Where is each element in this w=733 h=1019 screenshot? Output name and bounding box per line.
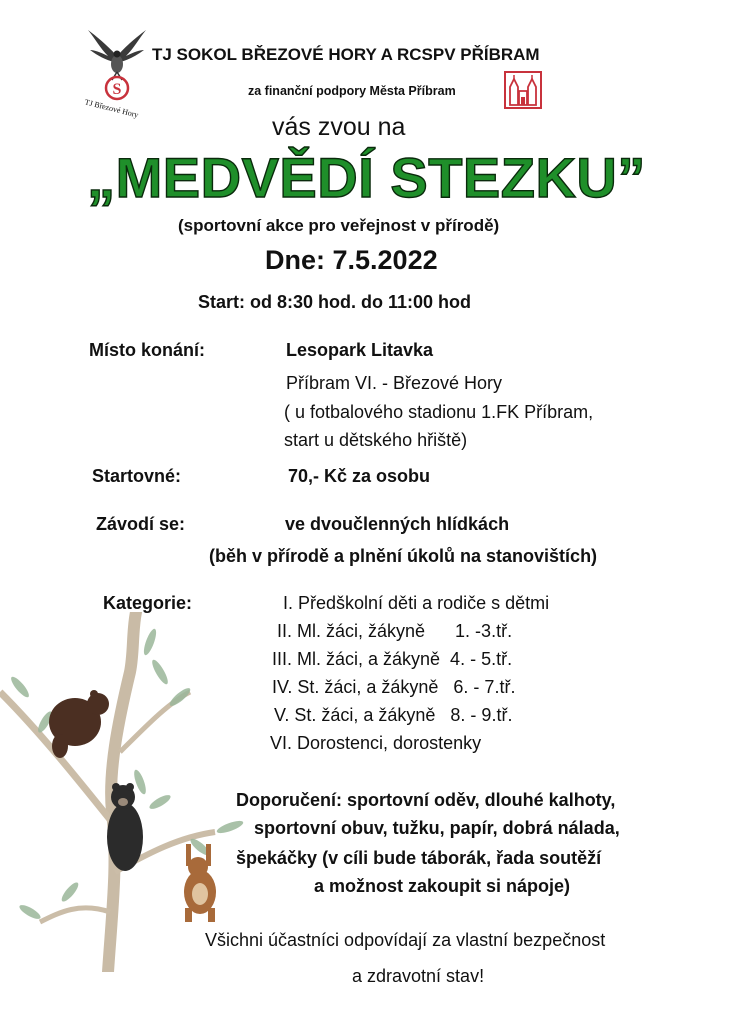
venue-label: Místo konání: [89, 340, 205, 360]
venue-line: start u dětského hřiště) [284, 430, 468, 450]
footer-line: Všichni účastníci odpovídají za vlastní bezpečnost [205, 930, 606, 950]
invite-line: vás zvou na [272, 113, 406, 141]
event-date: Dne: 7.5.2022 [265, 245, 438, 275]
category-item: IV. St. žáci, a žákyně 6. - 7.tř. [272, 677, 516, 697]
footer-line: a zdravotní stav! [352, 966, 485, 986]
bears-in-tree-illustration [0, 612, 258, 972]
category-item: I. Předškolní děti a rodiče s dětmi [283, 593, 550, 613]
race-label: Závodí se: [96, 514, 186, 534]
fee-value: 70,- Kč za osobu [288, 466, 431, 486]
city-crest-icon [504, 71, 542, 109]
svg-text:S: S [112, 81, 122, 98]
logo-caption: TJ Březové Hory [83, 97, 140, 120]
event-subtitle: (sportovní akce pro veřejnost v přírodě) [178, 216, 500, 235]
categories-label: Kategorie: [103, 593, 193, 613]
organizers: TJ SOKOL BŘEZOVÉ HORY A RCSPV PŘÍBRAM [152, 45, 540, 64]
race-format: ve dvoučlenných hlídkách [285, 514, 510, 534]
category-item: II. Ml. žáci, žákyně 1. -3.tř. [277, 621, 513, 641]
venue-line: Lesopark Litavka [286, 340, 434, 360]
recommendation-line: a možnost zakoupit si nápoje) [314, 876, 571, 896]
venue-line: ( u fotbalového stadionu 1.FK Příbram, [284, 402, 594, 422]
venue-line: Příbram VI. - Březové Hory [286, 373, 503, 393]
event-title: „MEDVĚDÍ STEZKU” [87, 146, 646, 209]
recommendation-line: Doporučení: sportovní oděv, dlouhé kalhoty, [236, 790, 616, 810]
race-note: (běh v přírodě a plnění úkolů na stanovištích) [209, 546, 598, 566]
start-time: Start: od 8:30 hod. do 11:00 hod [198, 292, 472, 312]
recommendation-line: špekáčky (v cíli bude táborák, řada soutěží [236, 848, 602, 868]
fee-label: Startovné: [92, 466, 182, 486]
category-item: V. St. žáci, a žákyně 8. - 9.tř. [274, 705, 513, 725]
recommendation-line: sportovní obuv, tužku, papír, dobrá nálada, [254, 818, 620, 838]
category-item: III. Ml. žáci, a žákyně 4. - 5.tř. [272, 649, 513, 669]
category-item: VI. Dorostenci, dorostenky [270, 733, 482, 753]
sponsor-line: za finanční podpory Města Příbram [248, 84, 456, 98]
